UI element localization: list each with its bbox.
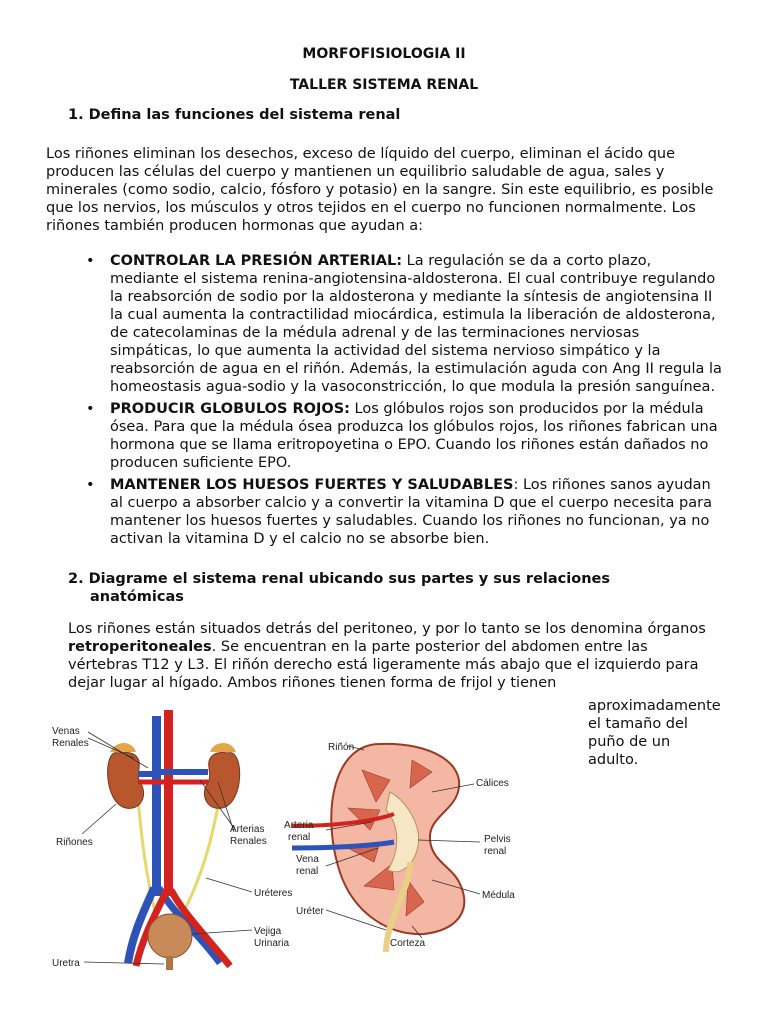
label-calices: Cálices: [476, 778, 509, 789]
bullet-heading: CONTROLAR LA PRESIÓN ARTERIAL:: [110, 253, 403, 269]
right-kidney: [204, 752, 239, 808]
workshop-title: TALLER SISTEMA RENAL: [289, 77, 479, 93]
question-2-side-text: aproximadamente el tamaño del puño de un adulto.: [588, 698, 721, 768]
right-adrenal: [210, 743, 236, 752]
label-corteza: Corteza: [390, 938, 426, 949]
course-title: MORFOFISIOLOGIA II: [302, 46, 466, 62]
label-pelvis: Pelvis: [484, 834, 511, 845]
label-arteria: Arteria: [284, 820, 314, 831]
bullet-heading: MANTENER LOS HUESOS FUERTES Y SALUDABLES: [110, 477, 514, 493]
list-item: [84, 252, 724, 396]
bladder: [148, 914, 192, 958]
aorta: [164, 710, 173, 896]
label-urinaria: Urinaria: [254, 938, 290, 949]
label-ureter: Uréter: [296, 906, 324, 917]
retroperitoneal-term: retroperitoneales: [68, 639, 212, 655]
label-ureteres: Uréteres: [254, 888, 293, 899]
bullet-text: La regulación se da a corto plazo, mediante el sistema renina-angiotensina-aldosterona. El cual contribuye regulando la reabsorción de sodio por la aldosterona y mediante la síntesis de angiotensina II la cual aumenta la contractilidad miocárdica, estimula la liberación de aldosterona, de catecolaminas de la médula adrenal y de las terminaciones nerviosas simpáticas, lo que aumenta la actividad del sistema nervioso simpático y la reabsorción de agua en el riñón. Además, la estimulación aguda con Ang II regula la homeostasis agua-sodio y la vasoconstricción, lo que modula la presión sanguínea.: [110, 253, 722, 395]
vena-cava: [152, 716, 161, 896]
label-pelvis-renal: renal: [484, 846, 507, 857]
label-vena: Vena: [296, 854, 319, 865]
label-venas-renales: Renales: [52, 738, 89, 749]
urethra: [166, 956, 173, 970]
question-2-text: Los riñones están situados detrás del peritoneo, y por lo tanto se los denomina órganos retroperitoneales. Se encuentran en la parte posterior del abdomen entre las vértebras T12 y L3. El riñón derecho está ligeramente más abajo que el izquierdo para dejar lugar al hígado. Ambos riñones tienen forma de frijol y tienen: [68, 621, 706, 691]
list-item: [84, 476, 724, 548]
label-arteria-renal: renal: [288, 832, 311, 843]
bullet-text: : Los riñones sanos ayudan al cuerpo a absorber calcio y a convertir la vitamina D que el cuerpo necesita para mantener los huesos fuertes y saludables. Cuando los riñones no funcionan, ya no activan la vitamina D y el calcio no se absorbe bien.: [110, 477, 712, 547]
bullet-heading: PRODUCIR GLOBULOS ROJOS:: [110, 401, 350, 417]
label-rinones: Riñones: [56, 837, 93, 848]
question-1-intro: Los riñones eliminan los desechos, exceso de líquido del cuerpo, eliminan el ácido que producen las células del cuerpo y mantienen un equilibrio saludable de agua, sales y minerales (como sodio, calcio, fósforo y potasio) en la sangre. Sin este equilibrio, es posible que los nervios, los músculos y otros tejidos en el cuerpo no funcionen normalmente. Los riñones también producen hormonas que ayudan a:: [46, 146, 714, 234]
label-vena-renal: renal: [296, 866, 319, 877]
label-vejiga: Vejiga: [254, 926, 282, 937]
label-arterias: Arterias: [230, 824, 265, 835]
bullet-text: Los glóbulos rojos son producidos por la médula ósea. Para que la médula ósea produzca los glóbulos rojos, los riñones fabrican una hormona que se llama eritropoyetina o EPO. Cuando los riñones están dañados no producen suficiente EPO.: [110, 401, 718, 471]
label-rinon: Riñón: [328, 742, 355, 753]
question-1-heading: 1. Defina las funciones del sistema renal: [68, 107, 401, 123]
label-uretra: Uretra: [52, 958, 80, 969]
label-arterias-renales: Renales: [230, 836, 267, 847]
label-medula: Médula: [482, 890, 515, 901]
label-venas: Venas: [52, 726, 80, 737]
question-2-heading: 2. Diagrame el sistema renal ubicando sus partes y sus relaciones anatómicas: [68, 571, 610, 605]
kidney-section-figure: [282, 730, 528, 952]
list-item: [84, 400, 724, 472]
functions-list: [84, 252, 724, 552]
urinary-system-figure: [48, 708, 296, 970]
